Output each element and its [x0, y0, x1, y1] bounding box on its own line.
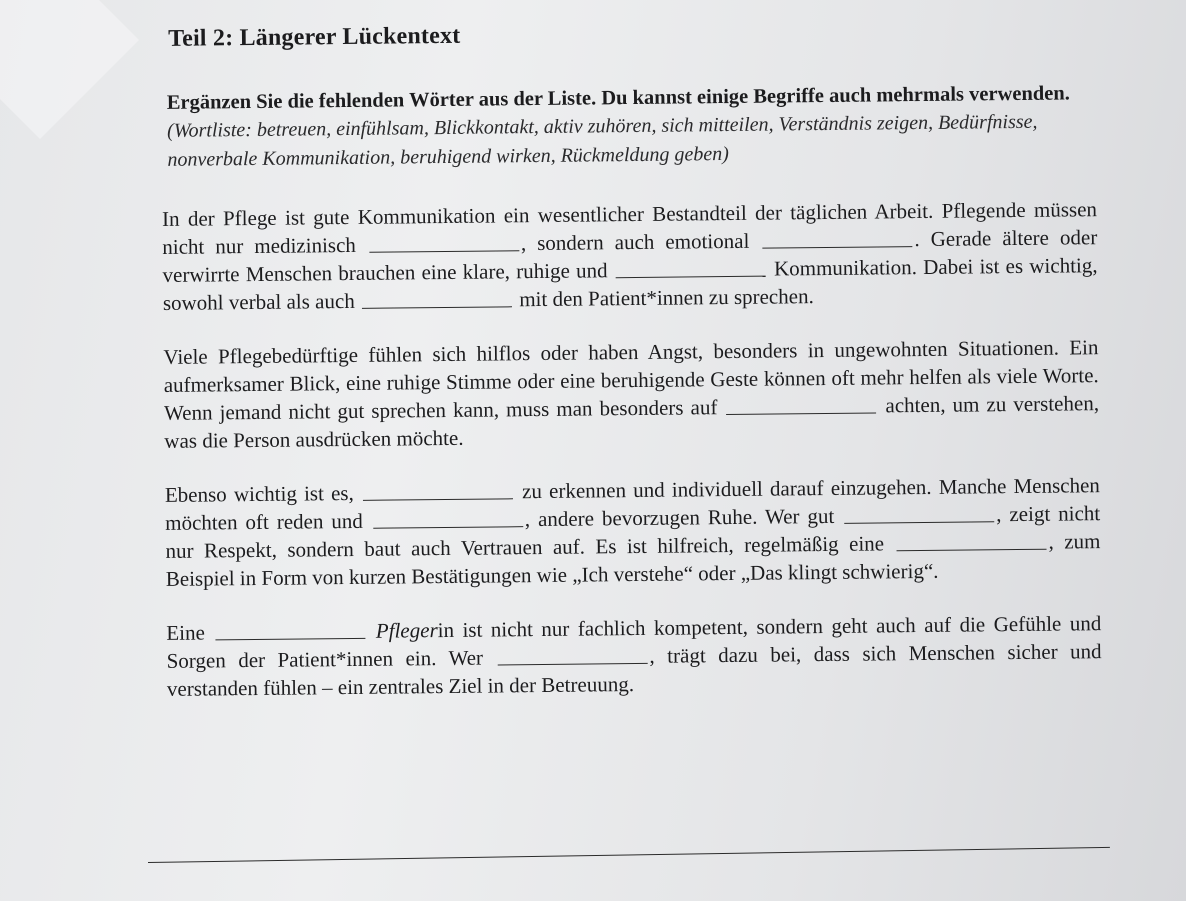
instructions: Ergänzen Sie die fehlenden Wörter aus der Liste. Du kannst einige Begriffe auch mehrmals verwenden.: [166, 82, 1070, 114]
p1-text-5: mit den Patient*innen zu sprechen.: [519, 284, 814, 312]
paragraph-1: [162, 195, 1098, 317]
p3-text-1: Ebenso wichtig ist es,: [164, 480, 354, 507]
p2-text-1: Viele Pflegebedürftige fühlen sich hilflos oder haben Angst, besonders in ungewohnten Situationen. Ein aufmerksamer Blick, eine ruhige Stimme oder eine beruhigende Geste können oft mehr helfen als viele Worte. Wenn jemand nicht gut sprechen kann, muss man besonders auf: [163, 335, 1099, 425]
blank-8[interactable]: [844, 520, 994, 524]
blank-9[interactable]: [897, 548, 1047, 552]
p1-text-1: In der Pflege ist gute Kommunikation ein wesentlicher Bestandteil der täglichen Arbeit. Pflegende müssen nicht nur medizinisch: [161, 197, 1098, 259]
p1-text-2: , sondern auch emotional: [520, 228, 750, 256]
p3-text-5: , zum Beispiel in Form von kurzen Bestätigungen wie „Ich verstehe“ oder „Das klingt schwierig“.: [165, 529, 1101, 591]
blank-11[interactable]: [498, 662, 648, 666]
section-title: Teil 2: Längerer Lückentext: [167, 22, 461, 52]
p3-text-2: zu erkennen und individuell darauf einzugehen. Manche Menschen möchten oft reden und: [165, 473, 1100, 535]
p1-text-3: . Gerade ältere oder verwirrte Menschen brauchen eine klare, ruhige und: [162, 225, 1098, 287]
paragraph-3: [165, 471, 1101, 593]
paper-corner: [0, 0, 139, 139]
blank-4[interactable]: [362, 305, 512, 309]
word-list: (Wortliste: betreuen, einfühlsam, Blickkontakt, aktiv zuhören, sich mitteilen, Verständnis zeigen, Bedürfnisse, nonverbale Kommunikation, beruhigend wirken, Rückmeldung geben): [166, 110, 1038, 171]
paragraph-4: [166, 609, 1102, 703]
paragraph-2: [163, 333, 1099, 455]
blank-6[interactable]: [363, 497, 513, 501]
blank-3[interactable]: [616, 275, 766, 279]
blank-2[interactable]: [762, 245, 912, 249]
blank-7[interactable]: [373, 525, 523, 529]
blank-5[interactable]: [726, 411, 876, 415]
worksheet: [156, 16, 1111, 729]
p3-text-3: , andere bevorzugen Ruhe. Wer gut: [524, 503, 835, 532]
p4-text-3: in ist nicht nur fachlich kompetent, sondern geht auch auf die Gefühle und Sorgen der Patient*innen ein. Wer: [166, 611, 1102, 673]
blank-10[interactable]: [215, 637, 365, 641]
p1-text-4: Kommunikation. Dabei ist es wichtig, sowohl verbal als auch: [162, 253, 1098, 315]
p3-text-4: , zeigt nicht nur Respekt, sondern baut auch Vertrauen auf. Es ist hilfreich, regelmäßig eine: [165, 501, 1101, 563]
p4-text-4: , trägt dazu bei, dass sich Menschen sicher und verstanden fühlen – ein zentrales Ziel in der Betreuung.: [166, 639, 1102, 701]
p4-italic-word: Pfleger: [375, 618, 438, 643]
p2-text-2: achten, um zu verstehen, was die Person ausdrücken möchte.: [164, 391, 1100, 453]
answer-line[interactable]: [148, 847, 1110, 863]
blank-1[interactable]: [369, 249, 519, 253]
p4-text-1: Eine: [166, 620, 205, 645]
